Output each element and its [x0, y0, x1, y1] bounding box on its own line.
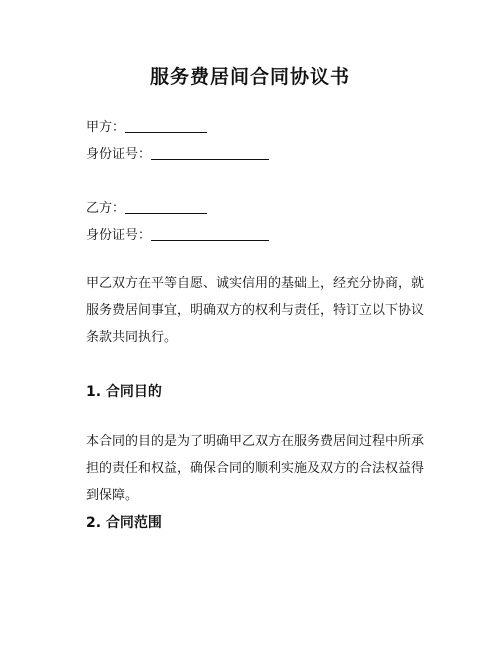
section-heading-purpose: 1. 合同目的 [86, 384, 162, 400]
party-b-field [86, 199, 207, 219]
party-a-label: 甲方： [86, 120, 126, 135]
document-title: 服务费居间合同协议书 [149, 66, 350, 88]
party-b-blank-line [125, 199, 207, 214]
section-heading-scope: 2. 合同范围 [86, 515, 162, 531]
party-b-id-label: 身份证号： [86, 228, 152, 243]
party-b-id-field [86, 226, 269, 246]
party-a-id-label: 身份证号： [86, 147, 152, 162]
section-body-purpose: 本合同的目的是为了明确甲乙双方在服务费居间过程中所承担的责任和权益，确保合同的顺利实施及双方的合法权益得到保障。 [86, 434, 425, 503]
party-a-field [86, 118, 207, 138]
party-b-label: 乙方： [86, 201, 126, 216]
intro-paragraph: 甲乙双方在平等自愿、诚实信用的基础上，经充分协商，就服务费居间事宜，明确双方的权利与责任，特订立以下协议条款共同执行。 [86, 276, 425, 345]
party-b-id-blank-line [151, 226, 269, 241]
party-a-blank-line [125, 118, 207, 133]
party-a-id-blank-line [151, 145, 269, 160]
party-a-id-field [86, 145, 269, 165]
